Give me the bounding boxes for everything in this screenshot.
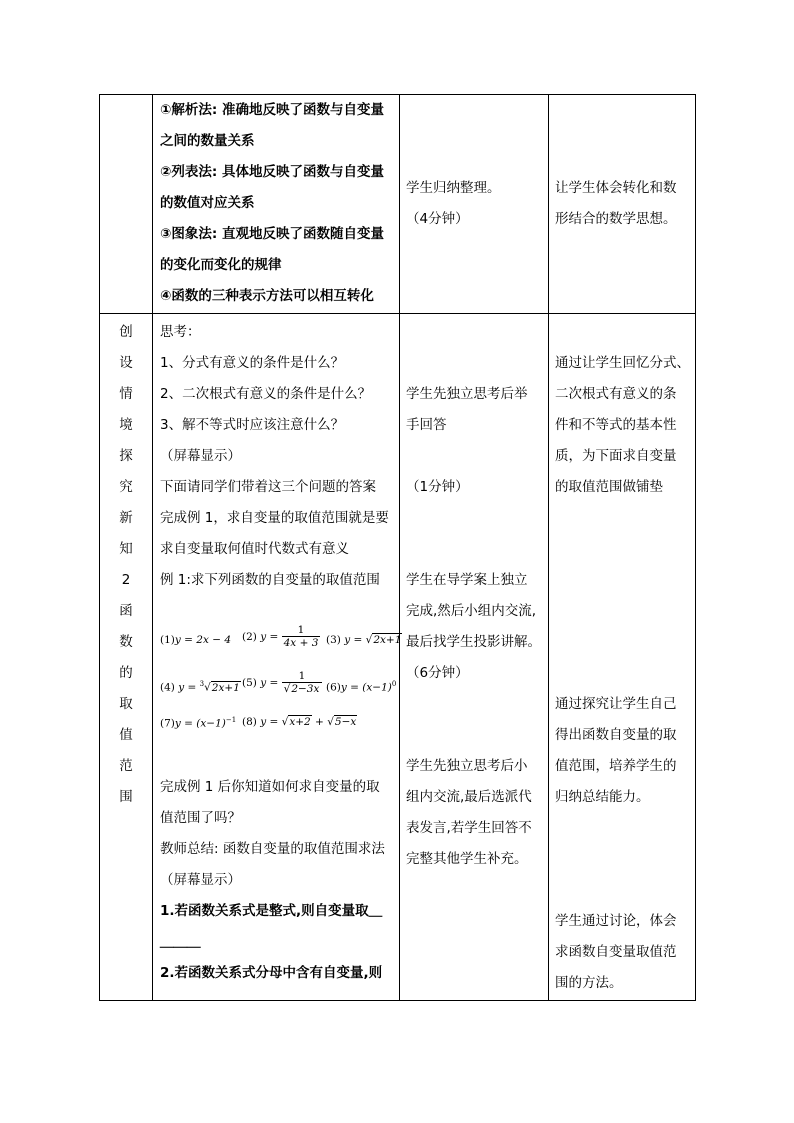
text-line: 完成,然后小组内交流, [406,603,537,619]
student-activity-cell [400,95,549,314]
text-line: 学生通过讨论，体会 [555,913,677,929]
text-line: 完成例 1 后你知道如何求自变量的取 [160,779,380,795]
text-line: 例 1:求下列函数的自变量的取值范围 [160,572,380,588]
section-char: 设 [119,355,133,371]
formula-8: (8) y = √x+2 + √5−x [242,716,357,728]
text-line: 的变化而变化的规律 [160,257,282,273]
section-char: 围 [119,789,133,805]
text-line: 3、解不等式时应该注意什么？ [160,417,345,433]
text-line: 表发言,若学生回答不 [406,820,532,836]
design-intent-cell [549,314,696,1001]
section-label-cell [100,314,153,1001]
text-line: ①解析法: 准确地反映了函数与自变量 [160,102,385,118]
text-line: ②列表法: 具体地反映了函数与自变量 [160,164,385,180]
text-line: 质，为下面求自变量 [555,448,677,464]
text-line: 二次根式有意义的条 [555,386,677,402]
text-line: 组内交流,最后选派代 [406,789,532,805]
formula-7: $(7)y = (x-1)^{-1}$ [160,716,237,730]
text-line: 通过让学生回忆分式、 [555,355,690,371]
text-line: 1、分式有意义的条件是什么？ [160,355,345,371]
text-line: 归纳总结能力。 [555,789,650,805]
section-char: 情 [119,386,133,402]
text-line: 完成例 1，求自变量的取值范围就是要 [160,510,389,526]
text-line: 完整其他学生补充。 [406,851,528,867]
text-line: 2.若函数关系式分母中含有自变量,则 [160,965,383,981]
table-row-main [100,314,696,1001]
section-char: 究 [119,479,133,495]
text-line: 形结合的数学思想。 [555,211,677,227]
text-line: 学生先独立思考后小 [406,758,528,774]
text-line: 之间的数量关系 [160,133,255,149]
text-line: （4分钟） [406,211,469,227]
section-char: 数 [119,634,133,650]
text-line: 求自变量取何值时代数式有意义 [160,541,349,557]
representation-methods-cell [153,95,400,314]
text-line: 值范围，培养学生的 [555,758,677,774]
section-char: 的 [119,665,133,681]
text-line: 得出函数自变量的取 [555,727,677,743]
text-line: 的数值对应关系 [160,195,255,211]
formula-4: (4) y = $^3$√2x+1 [160,680,240,694]
formula-3: (3) y = √2x+1 [326,634,402,646]
text-line: 围的方法。 [555,975,623,991]
text-line: 1.若函数关系式是整式,则自变量取＿ [160,903,383,919]
text-line: 求函数自变量取值范 [555,944,677,960]
formula-6: $(6)y = (x-1)^0$ [326,680,397,694]
text-line: 思考： [160,324,201,340]
text-line: 手回答 [406,417,447,433]
text-line: ＿＿＿ [160,934,201,950]
text-line: 学生在导学案上独立 [406,572,528,588]
text-line: ④函数的三种表示方法可以相互转化 [160,288,374,304]
text-line: 的取值范围做铺垫 [555,479,663,495]
text-line: （6分钟） [406,665,469,681]
text-line: 2、二次根式有意义的条件是什么？ [160,386,372,402]
example-formulas [160,596,402,751]
text-line: 教师总结: 函数自变量的取值范围求法 [160,841,385,857]
section-char: 知 [119,541,133,557]
text-line: 让学生体会转化和数 [555,180,677,196]
section-char: 函 [119,603,133,619]
formula-2: (2) y = $\frac{1}{4x + 3}$ [242,624,319,649]
text-line: （屏幕显示） [160,872,241,888]
section-char: 值 [119,727,133,743]
section-char: 创 [119,324,133,340]
text-line: 下面请同学们带着这三个问题的答案 [160,479,376,495]
text-line: （1分钟） [406,479,469,495]
formula-5: (5) y = $\frac{1}{√2-3x}$ [242,670,322,696]
teaching-content-cell [153,314,400,1001]
text-line: ③图象法: 直观地反映了函数随自变量 [160,226,385,242]
section-char: 范 [119,758,133,774]
text-line: 通过探究让学生自己 [555,696,677,712]
text-line: 学生归纳整理。 [406,180,501,196]
section-char: 2 [121,572,131,588]
design-intent-cell [549,95,696,314]
section-char: 取 [119,696,133,712]
section-char: 境 [119,417,133,433]
formula-1: (1)y = 2x − 4 [160,634,232,646]
section-char: 探 [119,448,133,464]
side-cell-empty [100,95,153,314]
student-activity-cell [400,314,549,1001]
lesson-plan-table [99,94,696,1001]
text-line: 最后找学生投影讲解。 [406,634,541,650]
text-line: 件和不等式的基本性 [555,417,677,433]
text-line: 学生先独立思考后举 [406,386,528,402]
text-line [406,441,548,472]
text-line: 值范围了吗？ [160,810,241,826]
table-row-summary [100,95,696,314]
section-char: 新 [119,510,133,526]
text-line: （屏幕显示） [160,448,241,464]
